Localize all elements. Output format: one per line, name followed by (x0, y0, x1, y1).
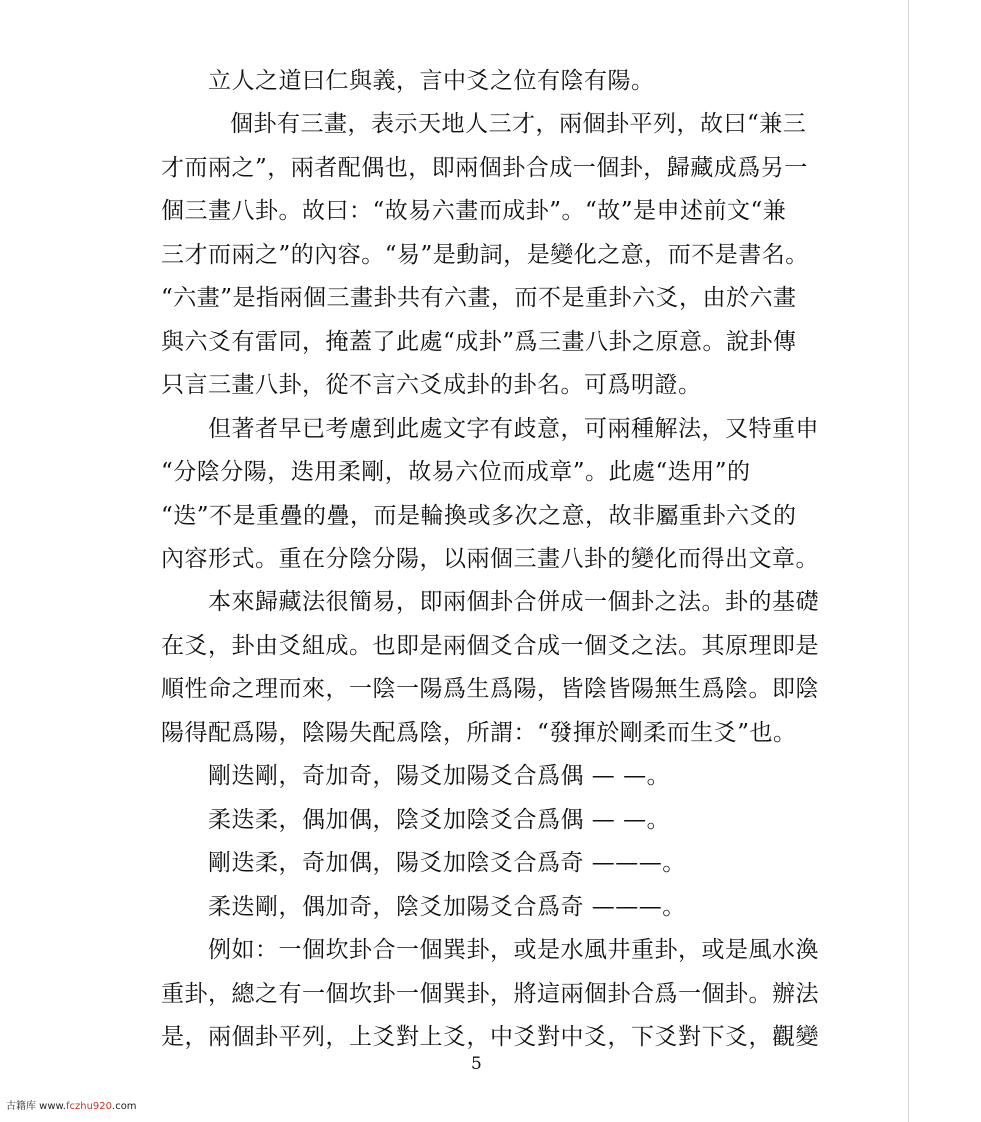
text-line: 但著者早已考慮到此處文字有歧意，可兩種解法，又特重申 (208, 416, 819, 442)
text-line: “分陰分陽，迭用柔剛，故易六位而成章”。此處“迭用”的 (161, 459, 751, 485)
text-line: 在爻，卦由爻組成。也即是兩個爻合成一個爻之法。其原理即是 (161, 633, 819, 659)
text-line: 個三畫八卦。故曰：“故易六畫而成卦”。“故”是申述前文“兼 (161, 198, 787, 224)
text-line: 本來歸藏法很簡易，即兩個卦合併成一個卦之法。卦的基礎 (208, 589, 819, 615)
text-line: 個卦有三畫，表示天地人三才，兩個卦平列，故曰“兼三 (230, 111, 807, 137)
text-line: 柔迭剛，偶加奇，陰爻加陽爻合爲奇 ———。 (208, 894, 686, 920)
watermark-prefix: 古籍库 www. (6, 1101, 66, 1112)
page-number: 5 (471, 1054, 482, 1074)
page-edge-divider (908, 0, 909, 1122)
text-line: 是，兩個卦平列，上爻對上爻，中爻對中爻，下爻對下爻，觀變 (161, 1024, 819, 1050)
text-line: 順性命之理而來，一陰一陽爲生爲陽，皆陰皆陽無生爲陰。即陰 (161, 676, 819, 702)
text-line: “迭”不是重疊的疊，而是輪換或多次之意，故非屬重卦六爻的 (161, 503, 797, 529)
text-line: 例如：一個坎卦合一個巽卦，或是水風井重卦，或是風水渙 (208, 937, 819, 963)
text-line: 陽得配爲陽，陰陽失配爲陰，所謂：“發揮於剛柔而生爻”也。 (161, 720, 797, 746)
text-line: 內容形式。重在分陰分陽，以兩個三畫八卦的變化而得出文章。 (161, 546, 819, 572)
text-line: 與六爻有雷同，掩蓋了此處“成卦”爲三畫八卦之原意。說卦傳 (161, 329, 797, 355)
text-line: 才而兩之”，兩者配偶也，即兩個卦合成一個卦，歸藏成爲另一 (161, 155, 808, 181)
watermark-suffix: .com (112, 1101, 137, 1112)
source-watermark (6, 1101, 137, 1113)
text-line: 只言三畫八卦，從不言六爻成卦的卦名。可爲明證。 (161, 372, 702, 398)
text-line: 柔迭柔，偶加偶，陰爻加陰爻合爲偶 — —。 (208, 807, 671, 833)
text-line: 重卦，總之有一個坎卦一個巽卦，將這兩個卦合爲一個卦。辦法 (161, 981, 819, 1007)
watermark-site: fczhu920 (65, 1101, 113, 1112)
text-line: 剛迭柔，奇加偶，陽爻加陰爻合爲奇 ———。 (208, 850, 686, 876)
text-line: 立人之道曰仁與義，言中爻之位有陰有陽。 (208, 68, 655, 94)
text-line: 剛迭剛，奇加奇，陽爻加陽爻合爲偶 — —。 (208, 763, 671, 789)
text-line: “六畫”是指兩個三畫卦共有六畫，而不是重卦六爻，由於六畫 (161, 285, 797, 311)
text-line: 三才而兩之”的內容。“易”是動詞，是變化之意，而不是書名。 (161, 242, 809, 268)
